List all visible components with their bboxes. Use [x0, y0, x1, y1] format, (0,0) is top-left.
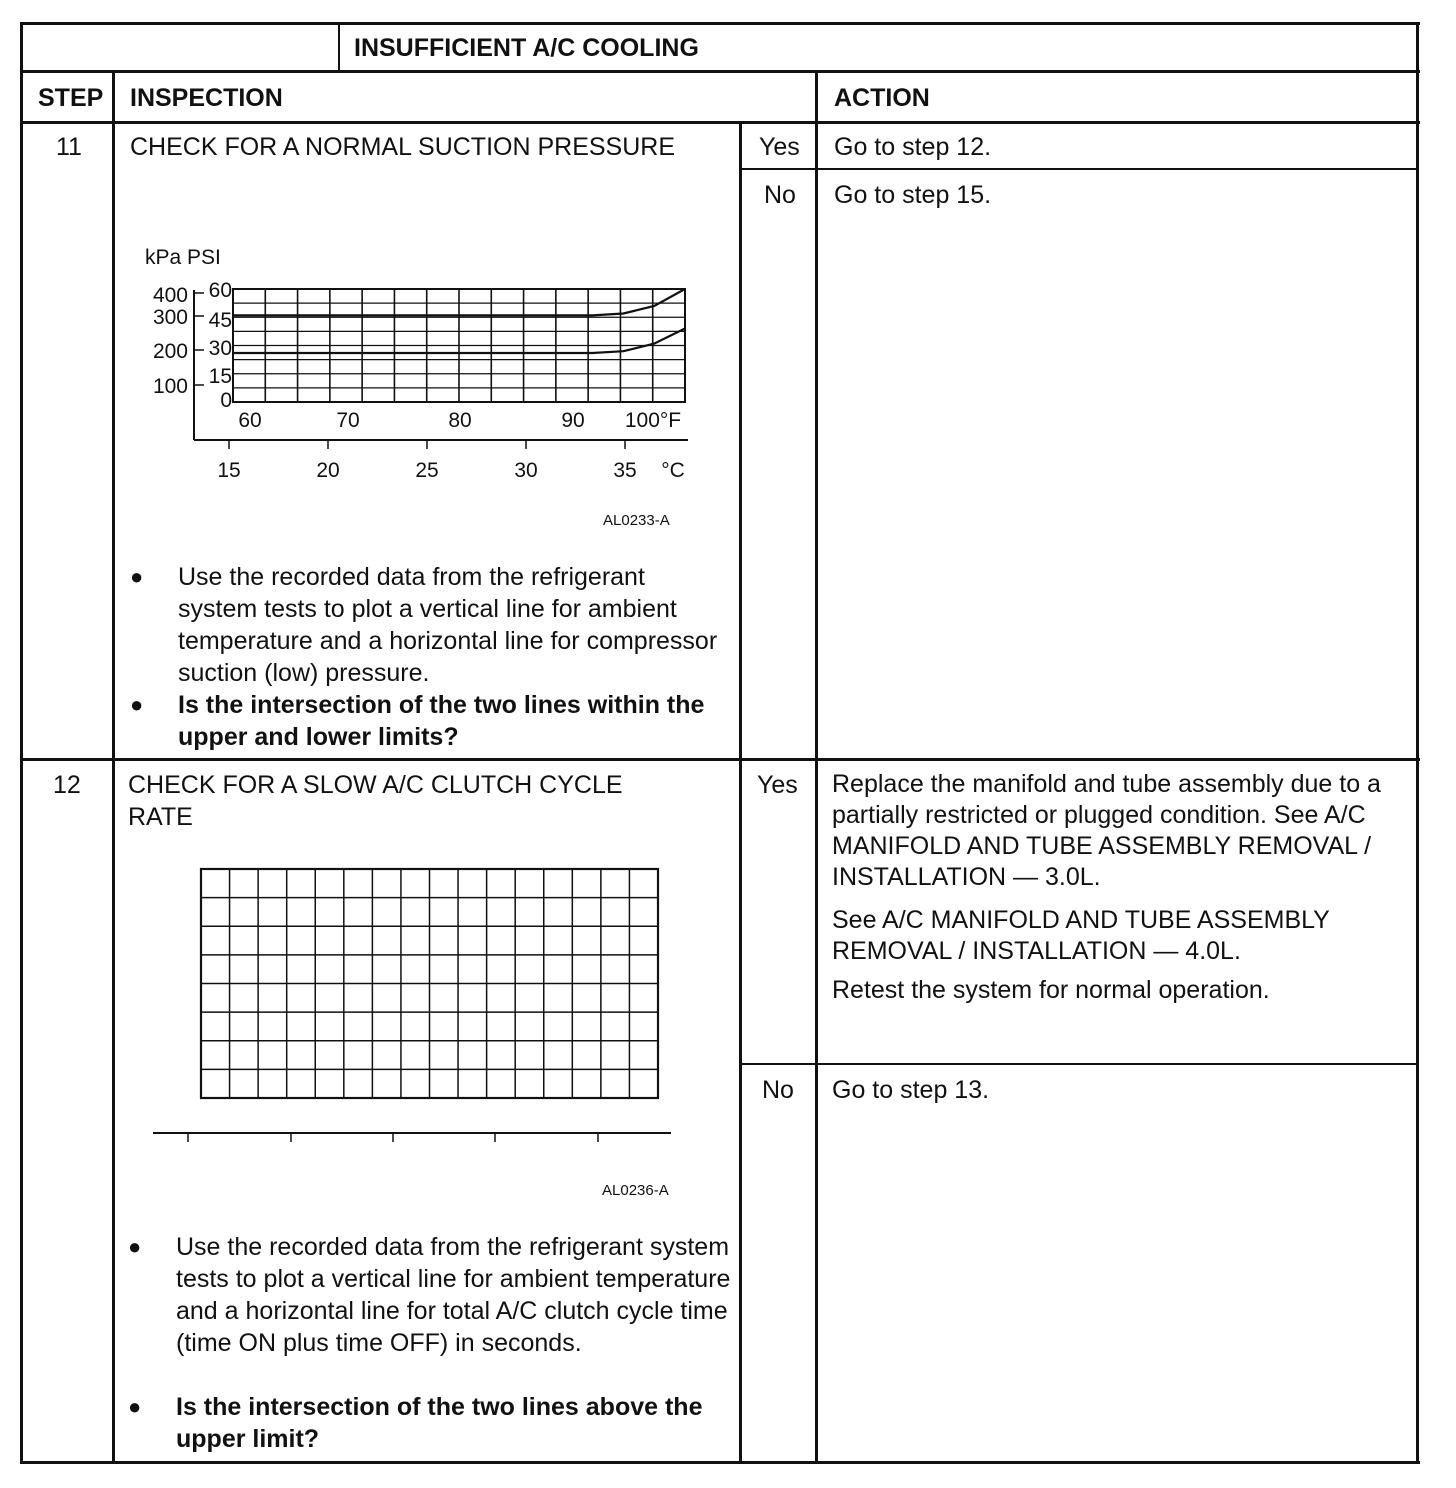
y-tick-label-kpa: 300 [152, 306, 188, 329]
y-tick-label-psi: 60 [208, 279, 232, 302]
step11-question [130, 689, 730, 753]
x-tick-label-c: 15 [217, 459, 241, 482]
header-top-line [20, 70, 1420, 73]
table-border-bottom [20, 1461, 1420, 1464]
y-tick-label-kpa: 100 [152, 375, 188, 398]
x-tick-label-f: 80 [448, 409, 472, 432]
step-column-divider [112, 70, 115, 1463]
y-tick-label-psi: 45 [208, 309, 232, 332]
step11-yes-action: Go to step 12. [834, 133, 992, 161]
step12-figure-id: AL0236-A [602, 1182, 669, 1199]
bullet-dot: ● [130, 564, 144, 589]
table-border-left [20, 22, 23, 1464]
table-border-right [1416, 22, 1419, 1464]
suction-pressure-chart [130, 235, 730, 505]
y-tick-label-kpa: 400 [152, 284, 188, 307]
header-action: ACTION [834, 84, 930, 112]
header-bottom-line [20, 121, 1420, 124]
table-border-top [20, 22, 1420, 25]
step-row-divider [20, 758, 1420, 761]
step12-question [128, 1391, 732, 1455]
y-tick-label-kpa: 200 [152, 340, 188, 363]
y-tick-label-psi: 0 [220, 389, 232, 412]
chart1-units-label: kPa PSI [145, 246, 221, 269]
step12-bullet [128, 1231, 732, 1359]
x-tick-label-c: °C [661, 459, 685, 482]
step11-figure-id: AL0233-A [603, 512, 670, 529]
step11-bullet [130, 561, 730, 689]
step11-yes-no-divider [739, 168, 1419, 170]
step12-check-line1: CHECK FOR A SLOW A/C CLUTCH CYCLE [128, 771, 623, 799]
x-tick-label-f: 60 [238, 409, 262, 432]
x-tick-label-f: 90 [561, 409, 585, 432]
step11-check: CHECK FOR A NORMAL SUCTION PRESSURE [130, 133, 675, 161]
inspection-column-divider [739, 121, 742, 1463]
step11-question-text: Is the intersection of the two lines within the upper and lower limits? [178, 691, 705, 751]
step11-bullet-text: Use the recorded data from the refrigerant system tests to plot a vertical line for ambient temperature and a horizontal line for compressor suction (low) pressure. [178, 563, 718, 687]
step12-no-action: Go to step 13. [832, 1076, 990, 1104]
x-tick-label-c: 20 [316, 459, 340, 482]
step12-yes-no-divider [739, 1063, 1419, 1065]
x-tick-label-f: 70 [336, 409, 360, 432]
x-tick-label-c: 30 [514, 459, 538, 482]
table-title: INSUFFICIENT A/C COOLING [354, 34, 699, 62]
x-tick-label-f: 100°F [624, 409, 682, 432]
y-tick-label-psi: 30 [208, 337, 232, 360]
step12-no-label: No [762, 1076, 794, 1104]
step12-yes-action-3: Retest the system for normal operation. [832, 976, 1270, 1004]
bullet-dot: ● [128, 1234, 142, 1259]
clutch-cycle-chart [130, 855, 730, 1175]
header-inspection: INSPECTION [130, 84, 283, 112]
step11-yes-label: Yes [759, 133, 800, 161]
bullet-dot: ● [130, 692, 144, 717]
step12-question-text: Is the intersection of the two lines above the upper limit? [176, 1393, 703, 1453]
step12-check-line2: RATE [128, 803, 193, 831]
header-step: STEP [38, 84, 104, 112]
step12-number: 12 [53, 771, 81, 799]
step11-no-label: No [764, 181, 796, 209]
action-column-divider [815, 70, 818, 1463]
title-divider [338, 22, 340, 72]
x-tick-label-c: 35 [613, 459, 637, 482]
step12-yes-action-2: See A/C MANIFOLD AND TUBE ASSEMBLY REMOVAL / INSTALLATION — 4.0L. [832, 906, 1330, 965]
step12-yes-action-1: Replace the manifold and tube assembly due to a partially restricted or plugged condition. See A/C MANIFOLD AND TUBE ASSEMBLY REMOVAL / INSTALLATION — 3.0L. [832, 770, 1381, 891]
step11-no-action: Go to step 15. [834, 181, 992, 209]
step12-bullet-text: Use the recorded data from the refrigerant system tests to plot a vertical line for ambient temperature and a horizontal line for total A/C clutch cycle time (time ON plus time OFF) in seconds. [176, 1233, 731, 1357]
step11-number: 11 [56, 133, 82, 161]
bullet-dot: ● [128, 1394, 142, 1419]
y-tick-label-psi: 15 [208, 365, 232, 388]
step12-yes-label: Yes [757, 771, 798, 799]
x-tick-label-c: 25 [415, 459, 439, 482]
